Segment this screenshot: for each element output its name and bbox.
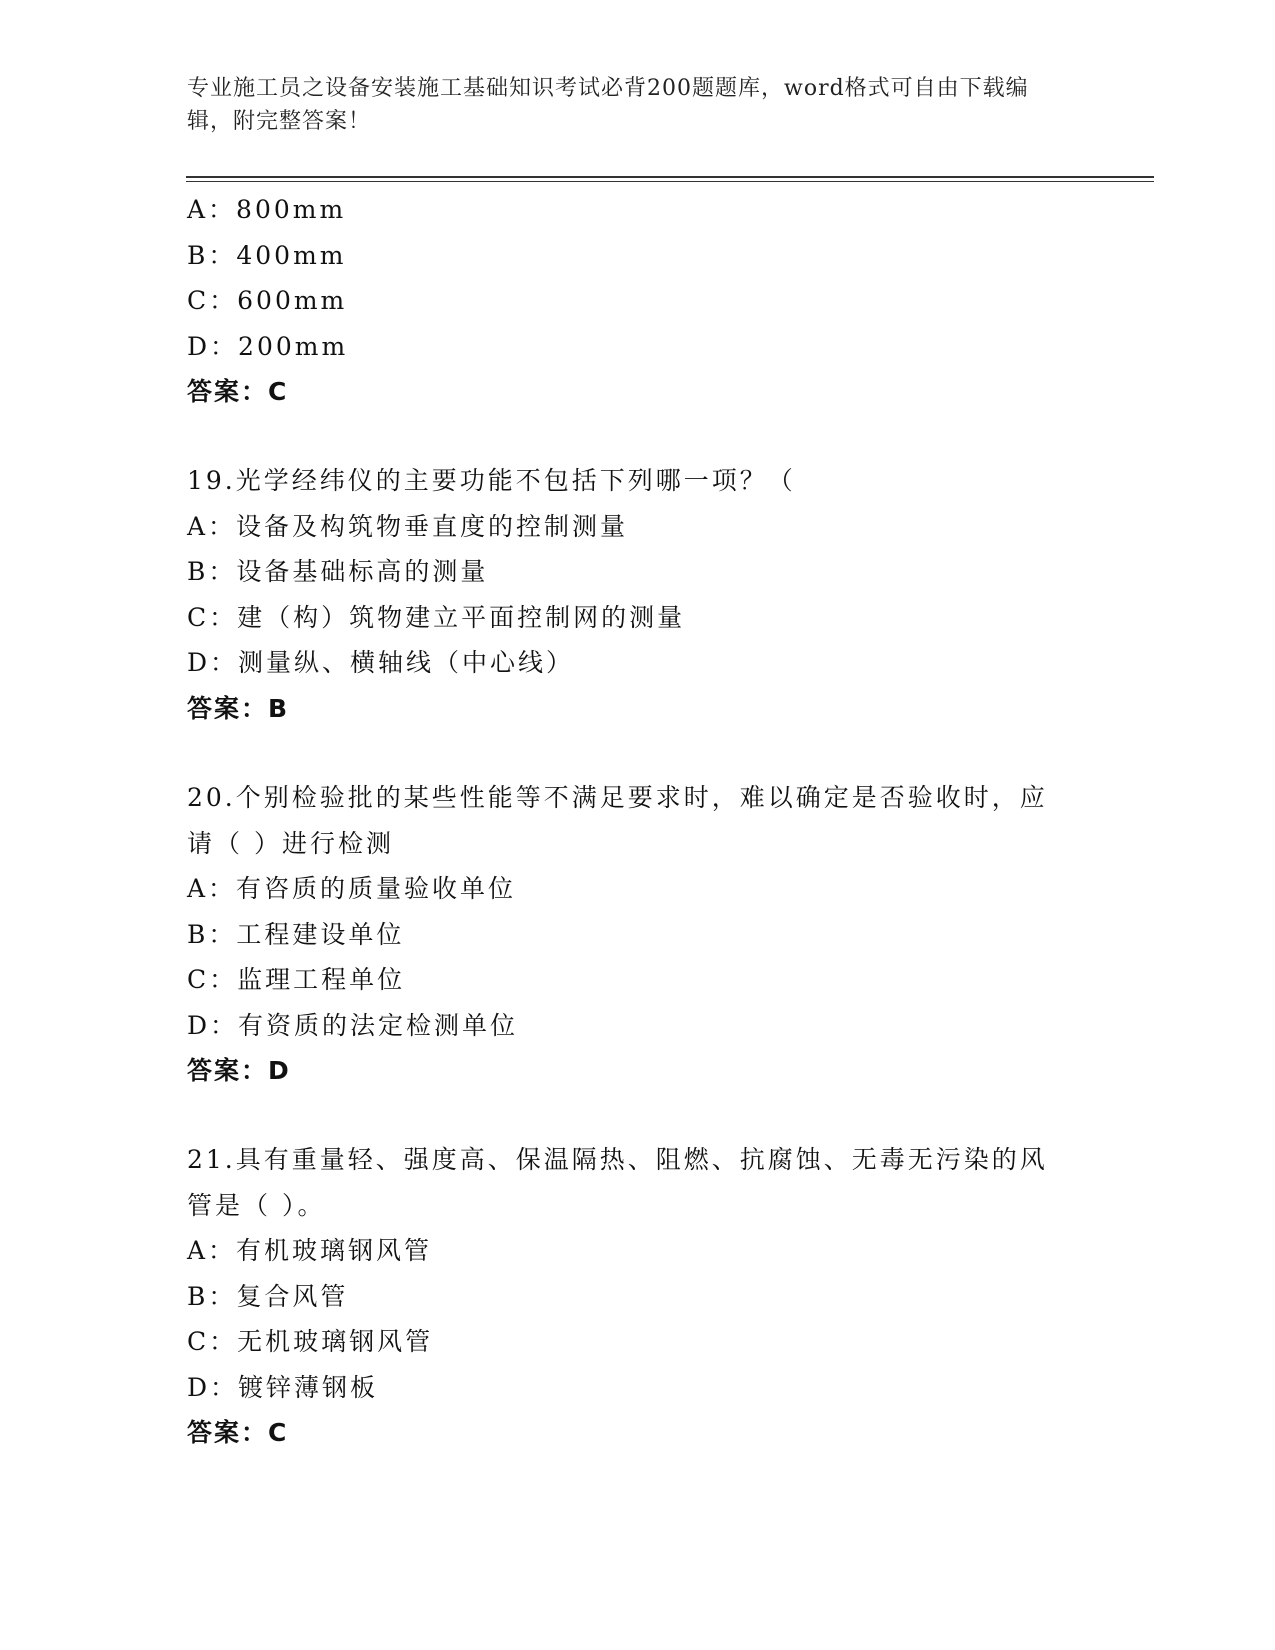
option-c: C：监理工程单位 (187, 965, 406, 994)
option-b: B：工程建设单位 (187, 919, 405, 949)
option-d: D：200mm (187, 331, 349, 361)
option-a: A：有机玻璃钢风管 (187, 1236, 433, 1265)
header-rule-top (186, 176, 1154, 178)
option-a: A：800mm (187, 195, 347, 224)
question-20 (187, 775, 1087, 1094)
question-21 (187, 1137, 1087, 1456)
header-rule-bottom (186, 181, 1154, 182)
answer-line: 答案：D (187, 1056, 291, 1085)
document-header: 专业施工员之设备安装施工基础知识考试必背200题题库，word格式可自由下载编辑，附完整答案！ (187, 76, 1029, 134)
option-a: A：有咨质的质量验收单位 (187, 874, 517, 903)
option-d: D：有资质的法定检测单位 (187, 1010, 519, 1040)
option-b: B：设备基础标高的测量 (187, 557, 489, 586)
option-c: C：建（构）筑物建立平面控制网的测量 (187, 602, 686, 632)
option-b: B：复合风管 (187, 1281, 349, 1311)
answer-line: 答案：C (187, 377, 289, 406)
question-19 (187, 458, 1087, 731)
question-stem: 19.光学经纬仪的主要功能不包括下列哪一项？（ (187, 466, 796, 495)
option-c: C：无机玻璃钢风管 (187, 1327, 434, 1356)
option-b: B：400mm (187, 240, 347, 270)
option-a: A：设备及构筑物垂直度的控制测量 (187, 511, 629, 541)
question-stem: 21.具有重量轻、强度高、保温隔热、阻燃、抗腐蚀、无毒无污染的风管是（ ）。 (187, 1145, 1048, 1220)
answer-line: 答案：C (187, 1418, 289, 1447)
question-18 (187, 187, 1087, 415)
option-c: C：600mm (187, 286, 348, 315)
answer-line: 答案：B (187, 693, 290, 723)
option-d: D：测量纵、横轴线（中心线） (187, 648, 575, 677)
option-d: D：镀锌薄钢板 (187, 1372, 379, 1402)
question-stem: 20.个别检验批的某些性能等不满足要求时，难以确定是否验收时，应请（ ）进行检测 (187, 783, 1048, 858)
